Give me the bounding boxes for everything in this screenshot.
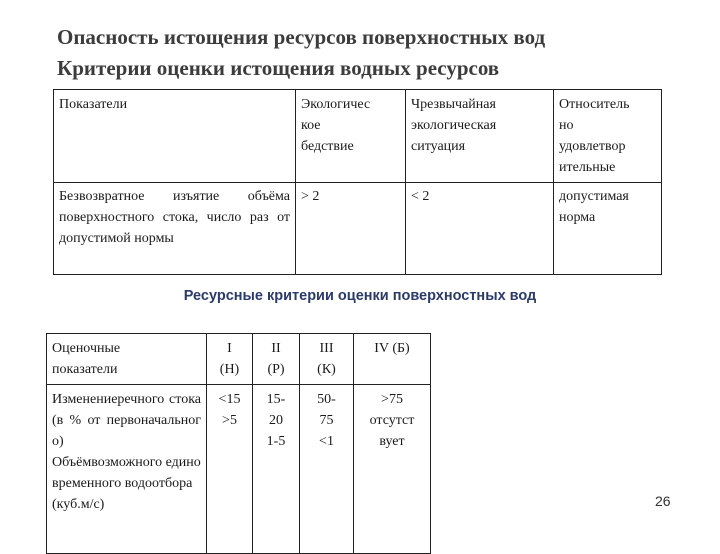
cell-text: допустимая xyxy=(559,189,629,204)
row-label-text: Объёмвозможного единовременного водоотбора (куб.м/с) xyxy=(52,455,201,512)
header-class-1 xyxy=(207,334,253,385)
header-text: показатели xyxy=(52,362,118,377)
header-text: Экологичес xyxy=(301,97,371,112)
row-label-text: Изменениеречного стока (в % от первоначального) xyxy=(52,392,201,449)
page-number: 26 xyxy=(655,493,671,509)
cell-text: <1 xyxy=(319,434,334,449)
header-text: II xyxy=(271,341,281,356)
header-text: (Р) xyxy=(267,362,285,377)
cell-text: 50- xyxy=(317,392,336,407)
slide-title xyxy=(57,22,697,84)
header-text: (К) xyxy=(317,362,336,377)
cell-class-2 xyxy=(253,385,300,554)
header-text: но xyxy=(559,118,574,133)
cell-class-3 xyxy=(300,385,354,554)
cell-eco-disaster: > 2 xyxy=(296,183,406,275)
cell-text: 15- xyxy=(266,392,286,407)
header-indicators xyxy=(47,334,207,385)
header-eco-disaster xyxy=(296,90,406,183)
cell-text: вует xyxy=(379,434,405,449)
cell-text: 1-5 xyxy=(266,434,286,449)
header-text: Относитель xyxy=(559,97,630,112)
header-relative xyxy=(554,90,662,183)
cell-text: >5 xyxy=(222,413,237,428)
row-label: Безвозвратное изъятие объёма поверхностного стока, число раз от допустимой нормы xyxy=(54,183,296,275)
header-text: ситуация xyxy=(411,139,466,154)
depletion-criteria-table xyxy=(53,89,662,275)
row-label xyxy=(47,385,207,554)
table-row xyxy=(47,385,431,554)
header-text: III xyxy=(319,341,334,356)
cell-relative xyxy=(554,183,662,275)
title-line-2: Критерии оценки истощения водных ресурсов xyxy=(57,56,500,80)
header-class-2 xyxy=(253,334,300,385)
header-text: бедствие xyxy=(301,139,354,154)
cell-text: >75 xyxy=(381,392,403,407)
header-text: экологическая xyxy=(411,118,497,133)
header-text: Оценочные xyxy=(52,341,121,356)
header-class-3 xyxy=(300,334,354,385)
header-text: кое xyxy=(301,118,321,133)
cell-emergency: < 2 xyxy=(406,183,554,275)
cell-text: норма xyxy=(559,210,596,225)
header-text: ительные xyxy=(559,160,616,175)
section-subtitle: Ресурсные критерии оценки поверхностных вод xyxy=(183,288,537,304)
cell-text: 20 xyxy=(269,413,283,428)
cell-class-4 xyxy=(354,385,431,554)
cell-text: 75 xyxy=(319,413,334,428)
title-line-1: Опасность истощения ресурсов поверхностных вод xyxy=(57,25,546,49)
table-header-row xyxy=(47,334,431,385)
header-text: IV (Б) xyxy=(374,341,410,356)
header-text: (Н) xyxy=(219,362,240,377)
resource-criteria-table xyxy=(46,333,431,554)
cell-text: <15 xyxy=(218,392,241,407)
table-header-row xyxy=(54,90,662,183)
header-emergency xyxy=(406,90,554,183)
cell-text: отсутст xyxy=(369,413,415,428)
table-row xyxy=(54,183,662,275)
header-text: I xyxy=(227,341,232,356)
header-text: Чрезвычайная xyxy=(411,97,496,112)
cell-class-1 xyxy=(207,385,253,554)
header-text: удовлетвор xyxy=(559,139,626,154)
header-indicators: Показатели xyxy=(54,90,296,183)
header-class-4 xyxy=(354,334,431,385)
